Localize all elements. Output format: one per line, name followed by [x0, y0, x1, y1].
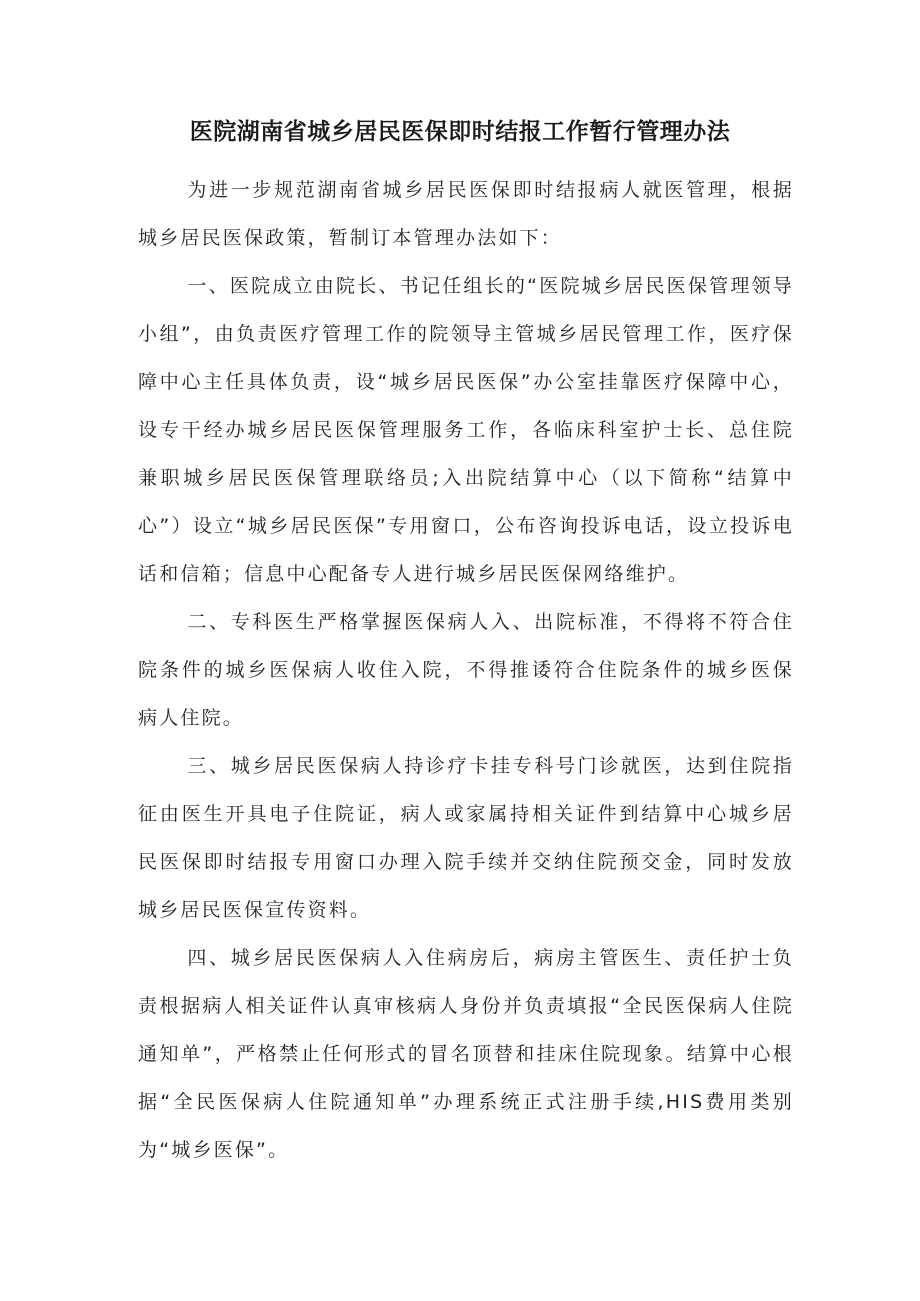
document-body: [138, 166, 794, 1174]
paragraph-section-3: 三、城乡居民医保病人持诊疗卡挂专科号门诊就医，达到住院指征由医生开具电子住院证，病人或家属持相关证件到结算中心城乡居民医保即时结报专用窗口办理入院手续并交纳住院预交金，同时发放城乡居民医保宣传资料。: [138, 755, 794, 921]
document-title: 医院湖南省城乡居民医保即时结报工作暂行管理办法: [189, 118, 731, 145]
paragraph-section-1: 一、医院成立由院长、书记任组长的“医院城乡居民医保管理领导小组”，由负责医疗管理工作的院领导主管城乡居民管理工作，医疗保障中心主任具体负责，设“城乡居民医保”办公室挂靠医疗保障中心，设专干经办城乡居民医保管理服务工作，各临床科室护士长、总住院兼职城乡居民医保管理联络员;入出院结算中心（以下简称“结算中心”）设立“城乡居民医保”专用窗口，公布咨询投诉电话，设立投诉电话和信箱；信息中心配备专人进行城乡居民医保网络维护。: [138, 275, 794, 585]
paragraph-intro: 为进一步规范湖南省城乡居民医保即时结报病人就医管理，根据城乡居民医保政策，暂制订本管理办法如下：: [138, 179, 794, 249]
paragraph-section-4: 四、城乡居民医保病人入住病房后，病房主管医生、责任护士负责根据病人相关证件认真审核病人身份并负责填报“全民医保病人住院通知单”，严格禁止任何形式的冒名顶替和挂床住院现象。结算中心根据“全民医保病人住院通知单”办理系统正式注册手续,HIS费用类别为“城乡医保”。: [138, 947, 794, 1161]
paragraph-section-2: 二、专科医生严格掌握医保病人入、出院标准，不得将不符合住院条件的城乡医保病人收住入院，不得推诿符合住院条件的城乡医保病人住院。: [138, 611, 794, 729]
